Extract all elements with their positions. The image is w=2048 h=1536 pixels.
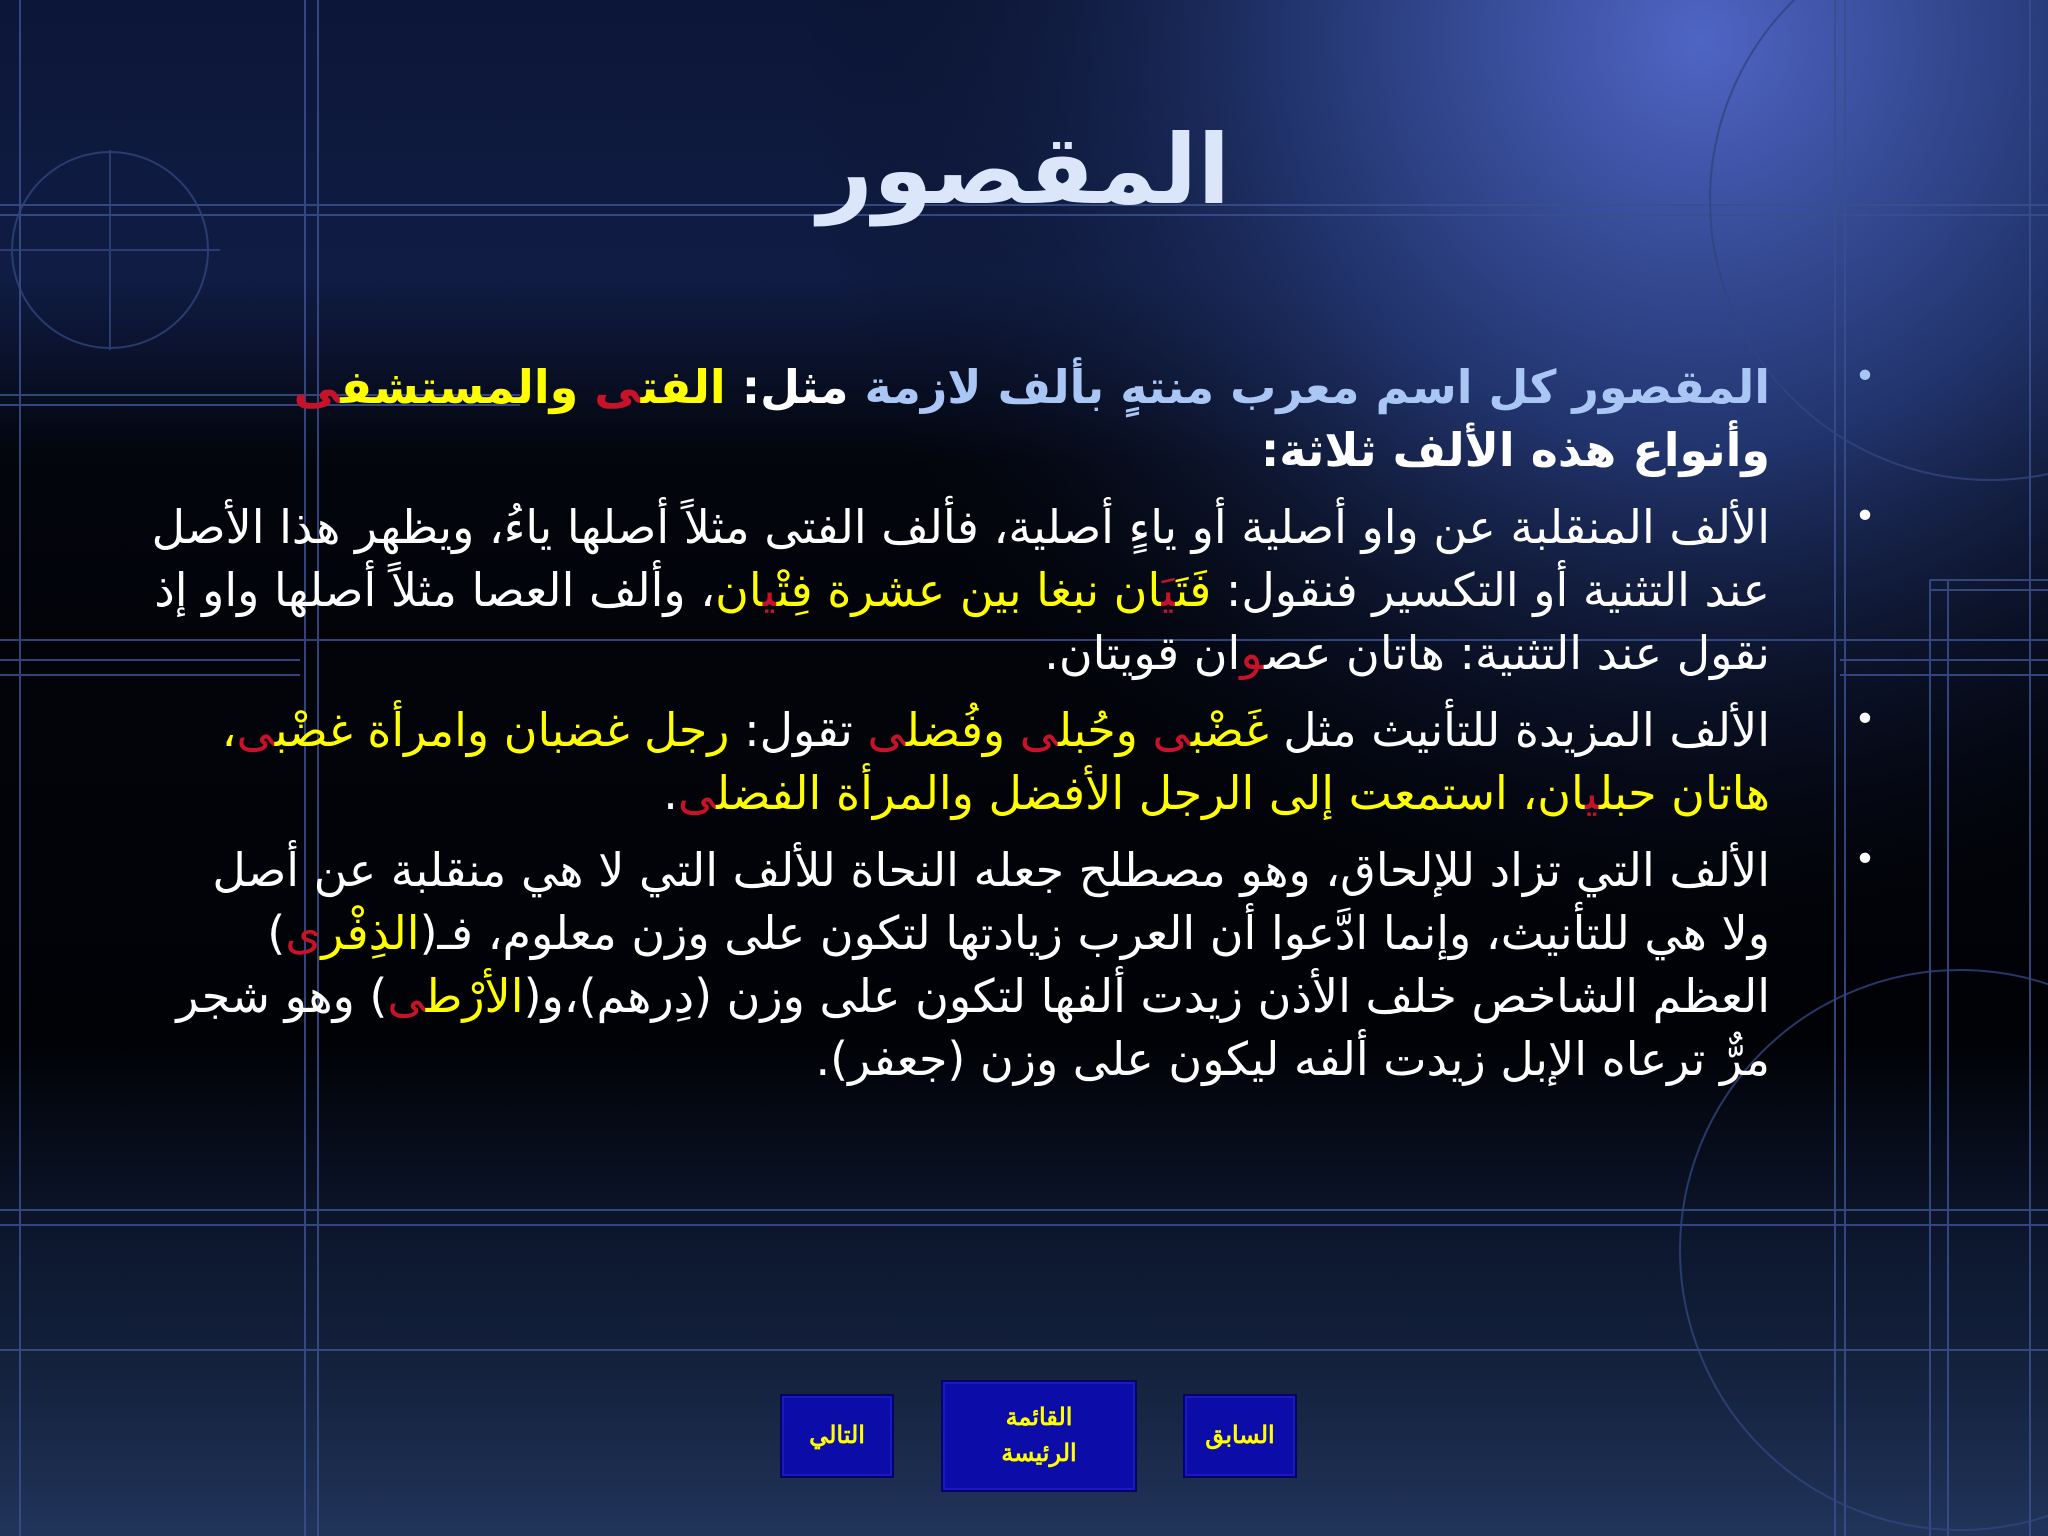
text-run: ان نبغا بين عشرة فِت	[776, 563, 1162, 617]
text-run: مثل:	[725, 360, 849, 414]
text-run: ان، استمعت إلى الرجل الأفضل والمرأة الفضل	[716, 766, 1586, 820]
text-run: الألف التي تزاد للإلحاق، وهو مصطلح جعله النحاة للألف التي لا هي منقلبة عن أصل ولا هي للتأنيث، وإنما ادَّعوا أن العرب زيادتها لتكون على وزن معلوم، فـ(	[212, 843, 1770, 960]
text-run: ى	[867, 703, 906, 757]
bullet-text	[150, 839, 1770, 1091]
bullet-item	[150, 356, 1890, 482]
bullet-item	[150, 839, 1890, 1091]
bullet-text	[150, 496, 1770, 685]
text-run: المقصور كل اسم معرب منتهٍ بألف لازمة	[848, 360, 1770, 414]
bullet-item	[150, 699, 1890, 825]
text-run: ي	[1585, 766, 1599, 820]
text-run: ، وألف العصا مثلاً أصلها واو إذ نقول عند التثنية: هاتان عص	[154, 563, 1770, 680]
text-run: ى	[677, 766, 717, 820]
prev-button-label: السابق	[1205, 1422, 1275, 1449]
text-run: ى	[594, 360, 641, 414]
text-run: والمستشف	[340, 360, 595, 414]
text-run: الأرْط	[425, 969, 524, 1023]
bullet-marker: •	[1854, 699, 1876, 740]
bullet-text	[150, 356, 1770, 482]
bullet-marker: •	[1854, 496, 1876, 537]
slide-title: المقصور	[817, 114, 1231, 226]
text-run: الذِفْر	[321, 906, 420, 960]
text-run: ى	[1152, 703, 1191, 757]
text-run: ى	[293, 360, 341, 414]
home-button[interactable]	[943, 1382, 1135, 1490]
text-run: ، هاتان حبل	[221, 703, 1770, 820]
text-run: ان	[715, 563, 763, 617]
text-run: الفت	[640, 360, 726, 414]
next-button[interactable]	[782, 1396, 892, 1476]
text-run: ى	[1019, 703, 1059, 757]
text-run: ) وهو شجر مرٌّ ترعاه الإبل زيدت ألفه ليكون على وزن (جعفر).	[176, 969, 1770, 1086]
text-run: ى	[285, 906, 322, 960]
text-run: ى	[387, 969, 426, 1023]
text-run: وحُبل	[1058, 703, 1153, 757]
bullet-text	[150, 699, 1770, 825]
home-button-label: القائمة الرئيسة	[1001, 1404, 1077, 1467]
bullet-list	[150, 356, 1890, 1105]
bullet-marker: •	[1854, 356, 1876, 397]
text-run: يَ	[1161, 563, 1176, 617]
text-run: و	[1240, 626, 1265, 680]
text-run: الألف المزيدة للتأنيث مثل	[1268, 703, 1770, 757]
text-run: ان قويتان.	[1044, 626, 1241, 680]
text-run: تقول:	[729, 703, 868, 757]
prev-button[interactable]	[1185, 1396, 1295, 1476]
text-run: الألف المنقلبة عن واو أصلية أو ياءٍ أصلية، فألف الفتى مثلاً أصلها ياءُ، ويظهر هذا الأصل عند التثنية أو التكسير فنقول:	[151, 500, 1770, 617]
text-run: ْي	[762, 563, 777, 617]
bullet-marker: •	[1854, 839, 1876, 880]
text-run: فَتَ	[1175, 563, 1212, 617]
next-button-label: التالي	[809, 1422, 865, 1449]
text-run: ) العظم الشاخص خلف الأذن زيدت ألفها لتكون على وزن (دِرهم)،و(	[267, 906, 1770, 1023]
text-run: رجل غضبان وامرأة غضْب	[274, 703, 730, 757]
text-run: غَضْب	[1190, 703, 1269, 757]
text-run: ى	[236, 703, 275, 757]
text-run: وفُضل	[905, 703, 1020, 757]
text-run: وأنواع هذه الألف ثلاثة:	[1260, 423, 1770, 477]
bullet-item	[150, 496, 1890, 685]
text-run: .	[663, 766, 678, 820]
